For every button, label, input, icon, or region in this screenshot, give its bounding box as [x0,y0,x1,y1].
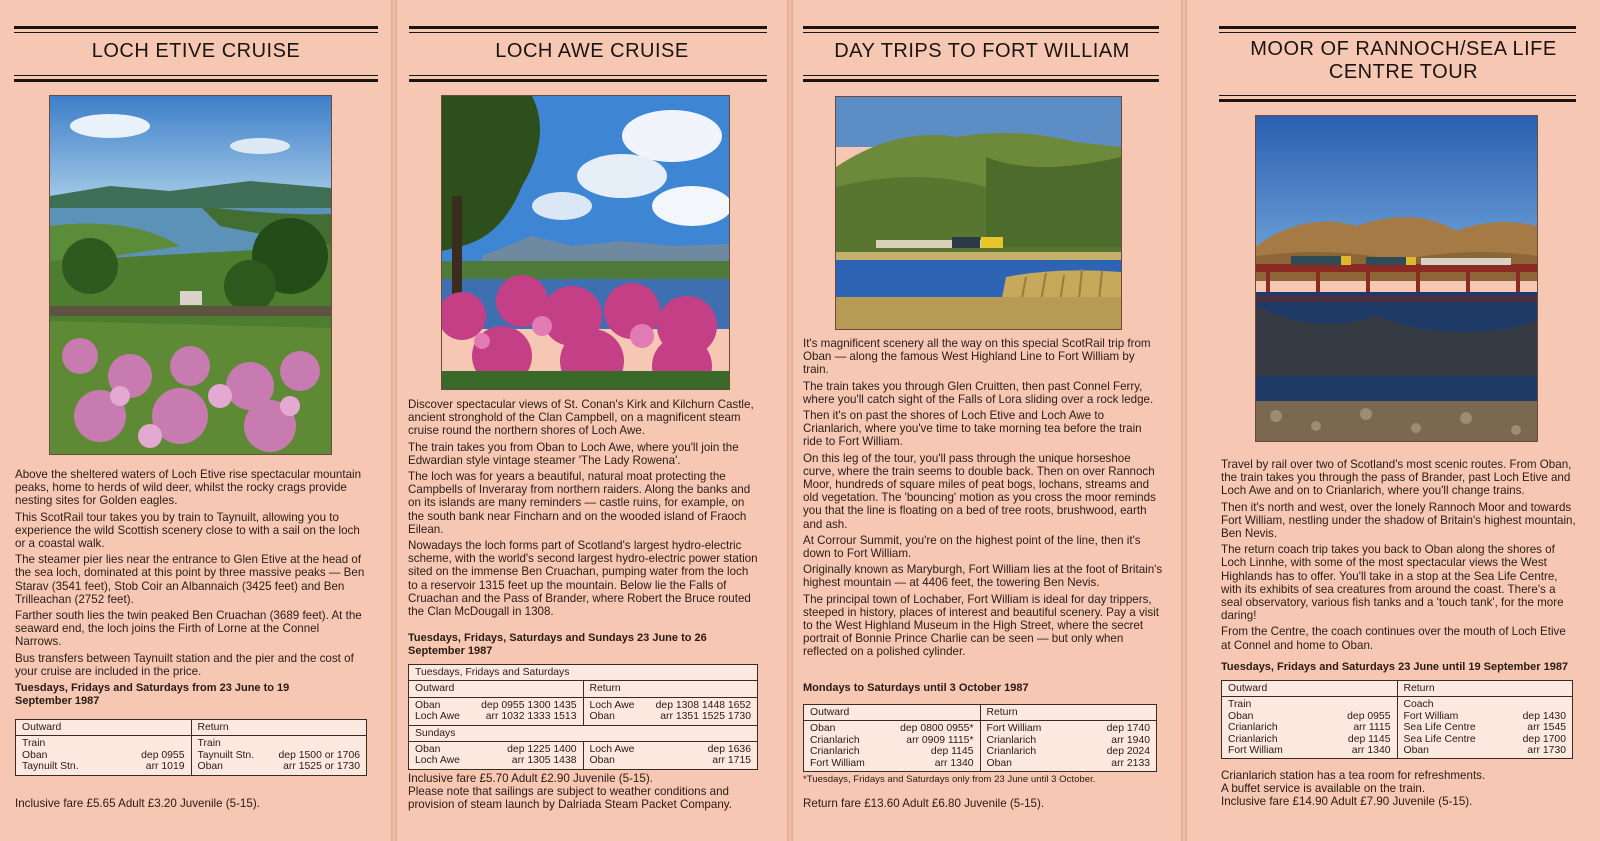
paragraph: At Corrour Summit, you're on the highest point of the line, then it's down to Fort William. [803,533,1141,561]
timetable-line: Crianlarich dep 2024 [986,746,1150,758]
paragraph: Travel by rail over two of Scotland's most scenic routes. From Oban, the train takes you through the pass of Brander, past Loch Etive and Loch Awe and on to Crianlarich, where you'll change trains. [1221,458,1572,498]
panel-fort-william [793,0,1181,841]
fare-text [803,797,1163,810]
timetable-line: Loch Awe arr 1032 1333 1513 [415,711,577,723]
paragraph: The return coach trip takes you back to Oban along the shores of Loch Linnhe, with some of the most spectacular views the West Highlands has to offer. You'll take in a stop at the Sea Life Centre, with its exhibits of sea creatures from around the coast. There's a seal observatory, various fish tanks and a 'touch tank', for the more daring! [1221,543,1564,623]
return-header: Return [191,720,367,735]
timetable [1221,680,1573,759]
fare-line: Inclusive fare £5.70 Adult £2.90 Juvenile (5-15). [408,772,653,785]
timetable [15,719,367,776]
loch-etive-photo [49,95,332,455]
paragraph: Originally known as Maryburgh, Fort William lies at the foot of Britain's highest mountain — at 4406 feet, the towering Ben Nevis. [803,563,1163,590]
timetable-line: Oban arr 2133 [986,757,1150,769]
loch-awe-photo [441,95,730,390]
return-header: Return [583,681,758,696]
timetable [803,704,1157,772]
timetable-line: Crianlarich arr 1115 [1228,722,1391,734]
timetable-line: Oban dep 0955 [22,749,185,761]
timetable-line: Oban arr 1525 or 1730 [197,761,360,773]
paragraph: It's magnificent scenery all the way on this special ScotRail trip from Oban — along the famous West Highland Line to Fort William by train. [803,337,1151,377]
schedule-heading: Tuesdays, Fridays and Saturdays 23 June until 19 September 1987 [1221,661,1569,673]
paragraph: Discover spectacular views of St. Conan's Kirk and Kilchurn Castle, ancient stronghold of the Clan Campbell, on a magnificent steam cruise round the northern shores of Loch Awe. [408,398,754,438]
body-text [408,398,760,621]
paragraph: Then it's on past the shores of Loch Etive and Loch Awe to Crianlarich, where you've time to take morning tea before the train ride to Fort William. [803,409,1142,449]
outward-header: Outward [1228,683,1268,694]
timetable-line: Loch Awe arr 1305 1438 [415,755,577,767]
timetable-line: Fort William dep 1740 [986,723,1150,735]
panel-title: DAY TRIPS TO FORT WILLIAM [834,40,1130,62]
timetable-line: Train [1228,699,1252,711]
paragraph: The train takes you through Glen Cruitten, then past Connel Ferry, where you'll catch sight of the Falls of Lora sliding over a rock ledge. [803,379,1154,406]
fare-text [15,797,365,810]
fare-text [1221,769,1581,809]
timetable-line: Oban dep 0955 [1228,710,1391,722]
fare-line: Inclusive fare £5.65 Adult £3.20 Juvenile (5-15). [15,797,260,810]
body-text [1221,458,1577,655]
panel-loch-etive [0,0,392,841]
timetable-line: Oban dep 0800 0955* [810,723,974,735]
timetable-line: Crianlarich dep 1145 [810,746,974,758]
panel-title: LOCH ETIVE CRUISE [91,40,301,62]
panel-title: LOCH AWE CRUISE [495,40,689,62]
timetable-line: Oban arr 1730 [1403,745,1566,757]
timetable-line: Fort William arr 1340 [810,757,974,769]
body-text [803,337,1163,662]
paragraph: The train takes you from Oban to Loch Awe, where you'll join the Edwardian style vintage steamer 'The Lady Rowena'. [408,440,739,467]
timetable-line: Crianlarich dep 1145 [1228,733,1391,745]
timetable-line: Loch Awe dep 1636 [589,744,751,756]
timetable-line: Oban arr 1351 1525 1730 [589,711,751,723]
paragraph: Above the sheltered waters of Loch Etive rise spectacular mountain peaks, home to herds of wild deer, whilst the rocky crags provide nesting sites for Golden eagles. [15,468,362,508]
timetable-line: Coach [1403,699,1434,711]
fort-william-photo [835,96,1122,330]
footnote: *Tuesdays, Fridays and Saturdays only from 23 June until 3 October. [803,774,1096,785]
timetable-line: Oban arr 1715 [589,755,751,767]
rannoch-bridge-photo [1255,115,1538,442]
fare-line: Inclusive fare £14.90 Adult £7.90 Juvenile (5-15). [1221,795,1473,809]
schedule-heading: Tuesdays, Fridays and Saturdays from 23 June to 19 September 1987 [15,682,290,707]
title-line: MOOR OF RANNOCH/SEA LIFE [1250,38,1557,60]
paragraph: The loch was for years a beautiful, natural moat protecting the Campbells of Inveraray from northern raiders. Along the banks and on its islands are many reminders — castle ruins, for example, on the south bank near Fincharn and on the wooded island of Fraoch Eilean. [408,470,751,536]
fare-line: Crianlarich station has a tea room for refreshments. [1221,769,1486,782]
title-line: CENTRE TOUR [1328,61,1479,83]
timetable-line: Loch Awe dep 1308 1448 1652 [589,699,751,711]
fare-line: Please note that sailings are subject to weather conditions and provision of steam launch by Dalriada Steam Packet Company. [408,785,732,812]
return-header: Return [1397,681,1573,696]
day-group-label: Tuesdays, Fridays and Saturdays [415,667,570,678]
timetable-line: Oban dep 1225 1400 [415,744,577,756]
return-header: Return [980,705,1157,720]
schedule-heading: Mondays to Saturdays until 3 October 1987 [803,682,1029,694]
timetable-line: Fort William dep 1430 [1403,710,1566,722]
paragraph: Farther south lies the twin peaked Ben Cruachan (3689 feet). At the seaward end, the loch joins the Firth of Lorne at the Connel Narrows. [15,609,362,649]
paragraph: On this leg of the tour, you'll pass through the unique horseshoe curve, where the train seems to double back. Then on over Rannoch Moor, hundreds of square miles of peat bogs, lochans, streams and old vegetation. The 'bouncing' motion as you cross the moor reminds you that the line is floating on a bed of tree roots, brushwood, earth and ash. [803,451,1156,531]
panel-moor-of-rannoch [1187,0,1600,841]
timetable-line: Fort William arr 1340 [1228,745,1391,757]
schedule-heading: Tuesdays, Fridays, Saturdays and Sundays 23 June to 26 September 1987 [408,632,707,657]
timetable-line: Train [197,738,221,750]
paragraph: The steamer pier lies near the entrance to Glen Etive at the head of the sea loch, dominated at this point by three massive peaks — Ben Starav (3541 feet), Stob Coir an Albannaich (3425 feet) and Ben Trilleachan (2752 feet). [15,553,365,606]
day-group-label: Sundays [409,725,757,741]
timetable-line: Oban dep 0955 1300 1435 [415,699,577,711]
timetable-line: Crianlarich arr 1940 [986,734,1150,746]
panel-title [1207,38,1600,84]
paragraph: Bus transfers between Taynuilt station and the pier and the cost of your cruise are included in the price. [15,651,354,678]
paragraph: Then it's north and west, over the lonely Rannoch Moor and towards Fort William, nestling under the shadow of Britain's highest mountain, Ben Nevis. [1221,500,1576,541]
paragraph: From the Centre, the coach continues over the mouth of Loch Etive at Connel and home to Oban. [1221,625,1566,652]
fare-line: Return fare £13.60 Adult £6.80 Juvenile (5-15). [803,797,1045,810]
paragraph: The principal town of Lochaber, Fort William is ideal for day trippers, steeped in history, places of interest and beautiful scenery. Pay a visit to the West Highland Museum in the High Street, where the secret portrait of Bonnie Prince Charlie can be seen — but only when reflected on a polished cylinder. [803,592,1159,659]
fare-line: A buffet service is available on the train. [1221,782,1426,796]
outward-header: Outward [22,722,62,733]
body-text [15,468,367,681]
paragraph: This ScotRail tour takes you by train to Taynuilt, allowing you to experience the wild Scottish scenery close to with a sail on the loch or a coastal walk. [15,510,360,551]
timetable-line: Sea Life Centre dep 1700 [1403,733,1566,745]
timetable-line: Crianlarich arr 0909 1115* [810,734,974,746]
paragraph: Nowadays the loch forms part of Scotland's largest hydro-electric scheme, with the world's second largest hydro-electric power station sited on the immense Ben Cruachan, pumping water from the loch to a reservoir 1315 feet up the mountain. Below lie the Falls of Cruachan and the Pass of Brander, where Robert the Bruce routed the Clan McDougall in 1308. [408,539,758,619]
timetable-line: Train [22,738,46,750]
fare-text [408,772,763,812]
timetable-line: Taynuilt Stn. dep 1500 or 1706 [197,749,360,761]
timetable-line: Sea Life Centre arr 1545 [1403,722,1566,734]
outward-header: Outward [415,683,455,695]
timetable [408,664,758,770]
outward-header: Outward [810,707,850,718]
panel-loch-awe [397,0,787,841]
timetable-line: Taynuilt Stn. arr 1019 [22,761,185,773]
